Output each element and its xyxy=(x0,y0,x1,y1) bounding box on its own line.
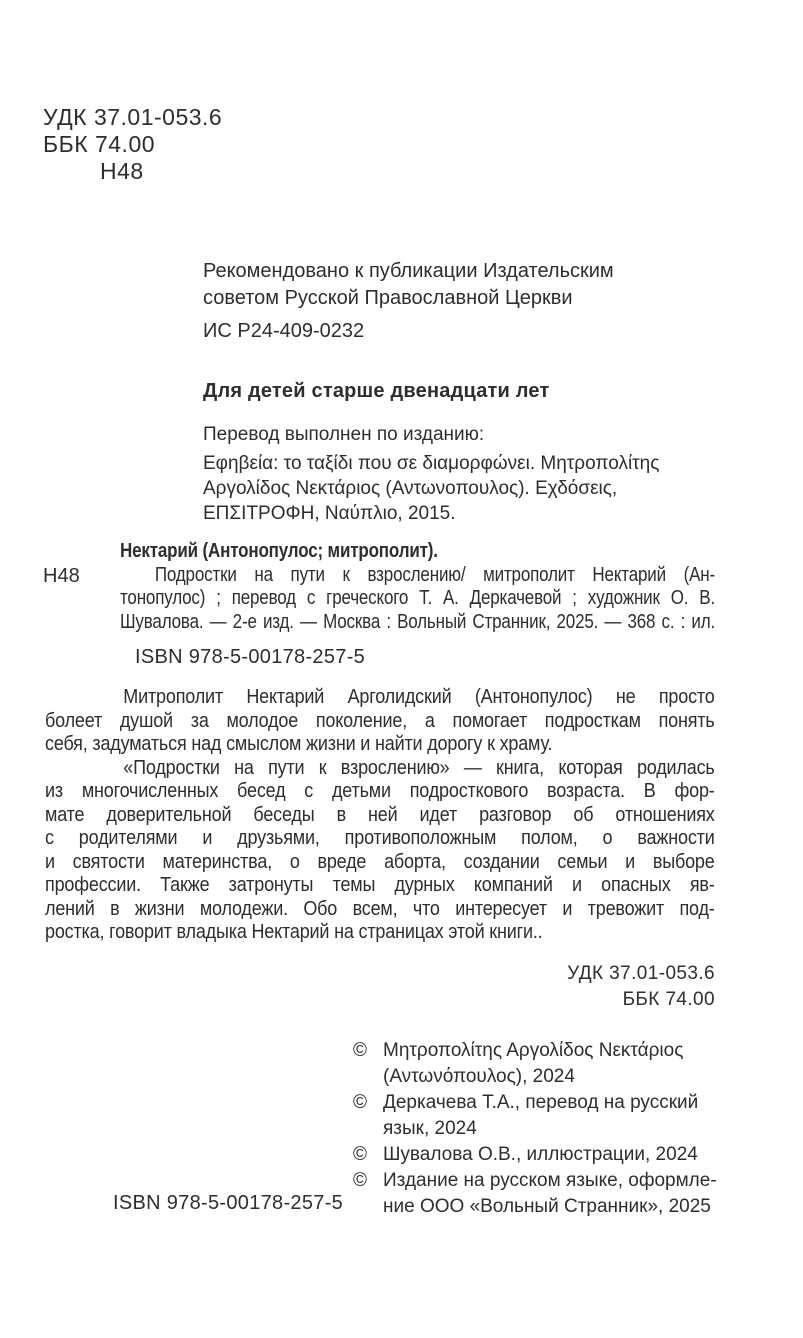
copyright-line: язык, 2024 xyxy=(383,1118,477,1139)
copyright-entry xyxy=(353,1038,718,1090)
copyright-entry xyxy=(353,1090,718,1142)
author-sign: Н48 xyxy=(100,158,144,184)
annotation-line: из многочисленных бесед с детьми подросткового возраста. В фор- xyxy=(45,780,715,802)
annotation-line: болеет душой за молодое поколение, а помогает подросткам понять xyxy=(45,709,715,732)
copyright-text xyxy=(383,1142,718,1168)
copyright-line: Шувалова О.В., иллюстрации, 2024 xyxy=(383,1144,698,1165)
annotation-line: и святости материнства, о вреде аборта, создании семьи и выборе xyxy=(45,850,715,873)
copyright-symbol: © xyxy=(353,1092,367,1113)
bbk-code: ББК 74.00 xyxy=(622,989,715,1010)
copyright-line: (Αντωνόπουλος), 2024 xyxy=(383,1066,575,1087)
annotation-line: себя, задуматься над смыслом жизни и найти дорогу к храму. xyxy=(45,733,553,755)
original-edition-title xyxy=(203,451,659,526)
copyright-entry xyxy=(353,1168,718,1220)
church-doc-number: ИС Р24-409-0232 xyxy=(203,320,365,342)
translation-intro: Перевод выполнен по изданию: xyxy=(203,424,485,445)
copyright-text xyxy=(383,1090,718,1142)
source-line: ΕΠΣΙΤΡΟΦΗ, Ναύπλιο, 2015. xyxy=(203,503,456,524)
copyright-symbol: © xyxy=(353,1170,367,1191)
bib-line: Шувалова. — 2-е изд. — Москва : Вольный Странник, 2025. — 368 с. : ил. xyxy=(120,610,715,633)
bibliographic-entry xyxy=(120,540,715,634)
copyright-line: Деркачева Т.А., перевод на русский xyxy=(383,1092,699,1113)
annotation-line: профессии. Также затронуты темы дурных компаний и опасных яв- xyxy=(45,874,715,896)
margin-author-sign: Н48 xyxy=(43,565,80,587)
udk-code: УДК 37.01-053.6 xyxy=(567,963,715,984)
source-line: Εφηβεία: το ταξίδι που σε διαμορφώνει. Μητροπολίτης xyxy=(203,453,660,474)
annotation-line: лений в жизни молодежи. Обо всем, что интересует и тревожит под- xyxy=(45,897,715,920)
copyright-text xyxy=(383,1038,718,1090)
copyright-symbol: © xyxy=(353,1040,367,1061)
annotation-line: Митрополит Нектарий Арголидский (Антонопулос) не просто xyxy=(123,686,715,708)
translation-source-block xyxy=(203,422,659,526)
copyright-line: Издание на русском языке, оформле- xyxy=(383,1170,717,1191)
annotation-line: «Подростки на пути к взрослению» — книга, которая родилась xyxy=(123,756,715,779)
annotation-block xyxy=(45,686,715,945)
bottom-classification-codes xyxy=(567,961,715,1013)
recommendation-block xyxy=(203,258,614,345)
bbk-code: ББК 74.00 xyxy=(43,131,156,157)
copyright-notices xyxy=(353,1038,718,1220)
isbn-entry: ISBN 978-5-00178-257-5 xyxy=(135,646,366,668)
bib-line: тонопулос) ; перевод с греческого Т. А. Деркачевой ; художник О. В. xyxy=(120,587,715,609)
copyright-line: ние ООО «Вольный Странник», 2025 xyxy=(383,1196,711,1217)
copyright-entry xyxy=(353,1142,718,1168)
recommendation-line: советом Русской Православной Церкви xyxy=(203,287,573,309)
recommendation-line: Рекомендовано к публикации Издательским xyxy=(203,260,614,282)
top-classification-codes xyxy=(43,104,222,185)
bib-line: Подростки на пути к взрослению/ митрополит Нектарий (Ан- xyxy=(154,563,716,586)
annotation-line: мате доверительной беседы в ней идет разговор об отношениях xyxy=(45,803,715,826)
isbn-bottom: ISBN 978-5-00178-257-5 xyxy=(113,1192,344,1214)
age-restriction-note: Для детей старше двенадцати лет xyxy=(203,380,550,402)
bib-author-heading: Нектарий (Антонопулос; митрополит). xyxy=(120,540,438,562)
copyright-text xyxy=(383,1168,718,1220)
source-line: Αργολίδος Νεκτάριος (Αντωνοπουλος). Εχδόσεις, xyxy=(203,478,618,499)
copyright-line: Μητροπολίτης Αργολίδος Νεκτάριος xyxy=(383,1040,684,1061)
copyright-symbol: © xyxy=(353,1144,367,1165)
udk-code: УДК 37.01-053.6 xyxy=(43,104,223,130)
annotation-line: ростка, говорит владыка Нектарий на страницах этой книги.. xyxy=(45,921,543,943)
annotation-line: с родителями и друзьями, противоположным полом, о важности xyxy=(45,827,715,849)
